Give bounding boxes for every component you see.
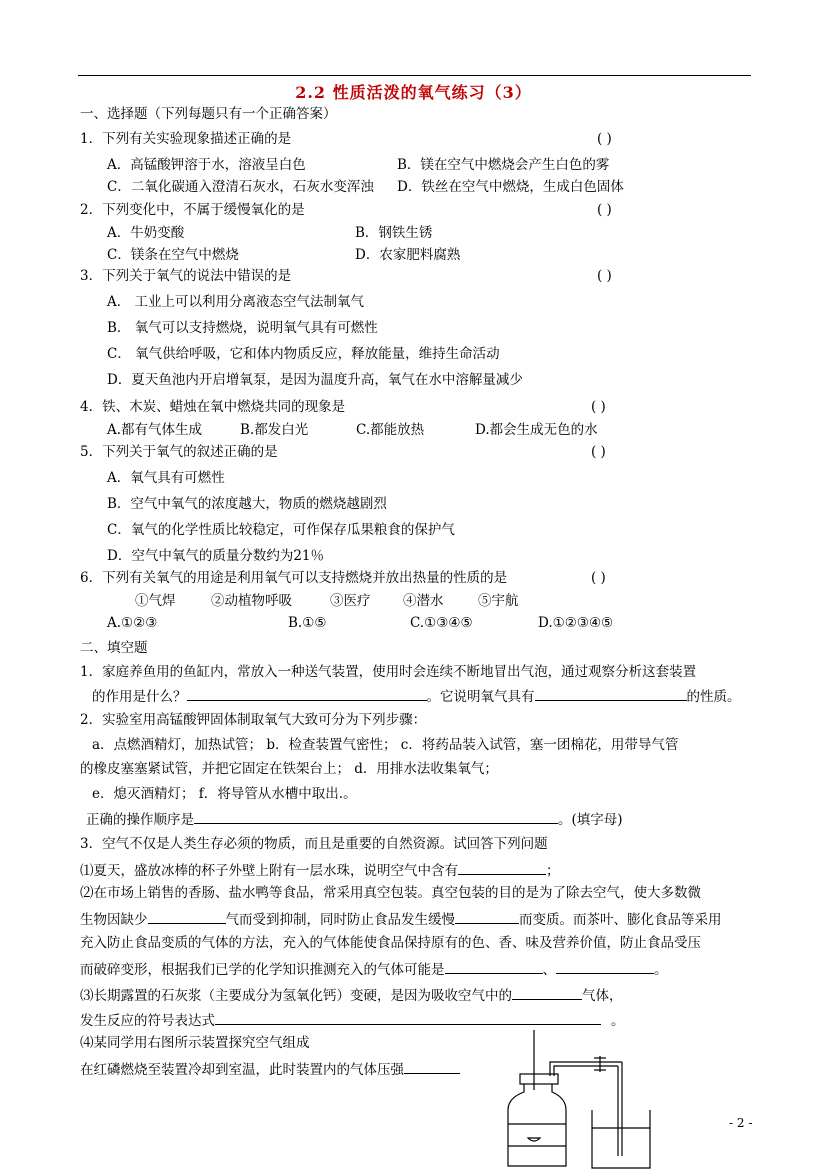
f3-p2-text-b: 气而受到抑制，同时防止食品发生缓慢 (225, 912, 455, 928)
f3-p1-text-a: ⑴夏天，盛放冰棒的杯子外壁上附有一层水珠，说明空气中含有 (80, 863, 458, 879)
f3-p3-text-c: 发生反应的符号表达式 (80, 1013, 215, 1029)
q4-option-c: C.都能放热 (356, 422, 425, 438)
f3-p1-blank[interactable] (458, 861, 546, 875)
section-fill-heading: 二、填空题 (80, 640, 148, 656)
q4-answer-paren: ( ) (591, 399, 606, 415)
q4-stem: 4．铁、木炭、蜡烛在氧中燃烧共同的现象是 (80, 399, 346, 415)
q2-option-b: B．钢铁生锈 (355, 225, 433, 241)
f2-text-b: 。(填字母) (558, 812, 623, 828)
q4-option-d: D.都会生成无色的水 (475, 422, 598, 438)
f1-line1: 1．家庭养鱼用的鱼缸内，常放入一种送气装置，使用时会连续不断地冒出气泡，通过观察分析这套装置 (80, 664, 697, 680)
q6-answer-paren: ( ) (591, 570, 606, 586)
q1-option-a: A．高锰酸钾溶于水，溶液呈白色 (107, 157, 306, 173)
f3-p2-blank-1[interactable] (148, 910, 226, 924)
page-title: 2.2 性质活泼的氧气练习（3） (295, 83, 532, 102)
q6-option-a: A.①②③ (107, 615, 158, 631)
q1-option-b: B．镁在空气中燃烧会产生白色的雾 (397, 157, 610, 173)
page-number: - 2 - (729, 1116, 753, 1130)
f2-line4: e．熄灭酒精灯； f．将导管从水槽中取出.。 (92, 786, 357, 802)
f2-line3: 的橡皮塞塞紧试管，并把它固定在铁架台上； d．用排水法收集氧气； (80, 761, 498, 777)
f3-p3-blank-1[interactable] (512, 986, 582, 1000)
q3-answer-paren: ( ) (597, 268, 612, 284)
f2-text-a: 正确的操作顺序是 (86, 812, 194, 828)
f3-line1: 3．空气不仅是人类生存必须的物质，而且是重要的自然资源。试回答下列问题 (80, 836, 548, 852)
q1-stem: 1．下列有关实验现象描述正确的是 (80, 131, 292, 147)
f3-part4: ⑷某同学用右图所示装置探究空气组成 (80, 1035, 310, 1051)
f3-p4-blank[interactable] (404, 1060, 460, 1074)
f1-text-c: 的性质。 (686, 689, 741, 705)
f3-p2-blank-3[interactable] (445, 960, 543, 974)
section-choice-heading: 一、选择题（下列每题只有一个正确答案） (80, 106, 337, 122)
f3-part1 (80, 861, 560, 879)
f2-line5 (86, 810, 623, 828)
q2-option-a: A．牛奶变酸 (107, 225, 185, 241)
q3-stem: 3．下列关于氧气的说法中错误的是 (80, 268, 292, 284)
f3-p2-line4 (80, 960, 668, 978)
q2-option-d: D．农家肥料腐熟 (355, 247, 461, 263)
f3-p2-text-f: 。 (654, 962, 668, 978)
q4-option-a: A.都有气体生成 (107, 422, 203, 438)
q5-stem: 5．下列关于氧气的叙述正确的是 (80, 444, 278, 460)
q5-option-c: C．氧气的化学性质比较稳定，可作保存瓜果粮食的保护气 (107, 522, 455, 538)
q2-answer-paren: ( ) (597, 202, 612, 218)
f3-p3-blank-2[interactable] (215, 1011, 601, 1025)
q5-option-d: D．空气中氧气的质量分数约为21％ (107, 548, 325, 564)
q6-item-4: ④潜水 (403, 593, 444, 609)
f1-blank-2[interactable] (535, 687, 687, 701)
q6-item-2: ②动植物呼吸 (211, 593, 292, 609)
f3-p1-text-b: ； (546, 863, 560, 879)
q6-item-1: ①气焊 (135, 593, 176, 609)
q3-option-a: A． 工业上可以利用分离液态空气法制氧气 (107, 294, 365, 310)
f3-p2-text-c: 而变质。而茶叶、膨化食品等采用 (519, 912, 722, 928)
f3-p2-blank-4[interactable] (556, 960, 654, 974)
f1-text-b: 。它说明氧气具有 (426, 689, 535, 705)
q2-stem: 2．下列变化中，不属于缓慢氧化的是 (80, 202, 305, 218)
q3-option-b: B． 氧气可以支持燃烧，说明氧气具有可燃性 (107, 320, 378, 336)
f2-line1: 2．实验室用高锰酸钾固体制取氧气大致可分为下列步骤： (80, 712, 427, 728)
q6-stem: 6．下列有关氧气的用途是利用氧气可以支持燃烧并放出热量的性质的是 (80, 570, 508, 586)
f1-line2 (92, 687, 741, 705)
f3-p3-text-d: 。 (611, 1013, 625, 1029)
f2-order-blank[interactable] (194, 810, 558, 824)
f3-p3-text-a: ⑶长期露置的石灰浆（主要成分为氢氧化钙）变硬，是因为吸收空气中的 (80, 988, 512, 1004)
q3-option-d: D．夏天鱼池内开启增氧泵，是因为温度升高，氧气在水中溶解量减少 (107, 372, 523, 388)
f1-text-a: 的作用是什么？ (92, 689, 187, 705)
f2-line2: a．点燃酒精灯，加热试管； b．检查装置气密性； c．将药品装入试管，塞一团棉花，用带导气管 (92, 737, 679, 753)
q6-item-5: ⑤宇航 (478, 593, 519, 609)
q5-option-a: A．氧气具有可燃性 (107, 470, 225, 486)
f3-p4-text: 在红磷燃烧至装置冷却到室温，此时装置内的气体压强 (80, 1062, 404, 1078)
f3-p3-text-b: 气体， (582, 988, 623, 1004)
q6-option-d: D.①②③④⑤ (538, 615, 614, 631)
f3-p2-line1: ⑵在市场上销售的香肠、盐水鸭等食品，常采用真空包装。真空包装的目的是为了除去空气，使大多数微 (80, 885, 701, 901)
q6-item-3: ③医疗 (330, 593, 371, 609)
f3-p2-text-a: 生物因缺少 (80, 912, 148, 928)
f3-p2-line2 (80, 910, 722, 928)
q1-option-c: C．二氧化碳通入澄清石灰水，石灰水变浑浊 (107, 179, 374, 195)
q4-option-b: B.都发白光 (240, 422, 309, 438)
q6-option-b: B.①⑤ (288, 615, 327, 631)
f3-part3-line2 (80, 1011, 625, 1029)
q5-answer-paren: ( ) (591, 444, 606, 460)
q5-option-b: B．空气中氧气的浓度越大，物质的燃烧越剧烈 (107, 496, 387, 512)
header-rule (78, 75, 751, 76)
f3-part4-line2 (80, 1060, 460, 1078)
f3-p2-line3: 充入防止食品变质的气体的方法，充入的气体能使食品保持原有的色、香、味及营养价值，防止食品受压 (80, 935, 701, 951)
apparatus-diagram (500, 1028, 670, 1170)
q1-option-d: D．铁丝在空气中燃烧，生成白色固体 (397, 179, 624, 195)
f1-blank-1[interactable] (187, 687, 427, 701)
q6-option-c: C.①③④⑤ (410, 615, 473, 631)
q3-option-c: C． 氧气供给呼吸，它和体内物质反应，释放能量，维持生命活动 (107, 346, 500, 362)
q1-answer-paren: ( ) (597, 131, 612, 147)
f3-p2-text-d: 而破碎变形，根据我们已学的化学知识推测充入的气体可能是 (80, 962, 445, 978)
f3-p2-text-e: 、 (542, 962, 556, 978)
f3-part3 (80, 986, 623, 1004)
q2-option-c: C．镁条在空气中燃烧 (107, 247, 239, 263)
f3-p2-blank-2[interactable] (455, 910, 519, 924)
